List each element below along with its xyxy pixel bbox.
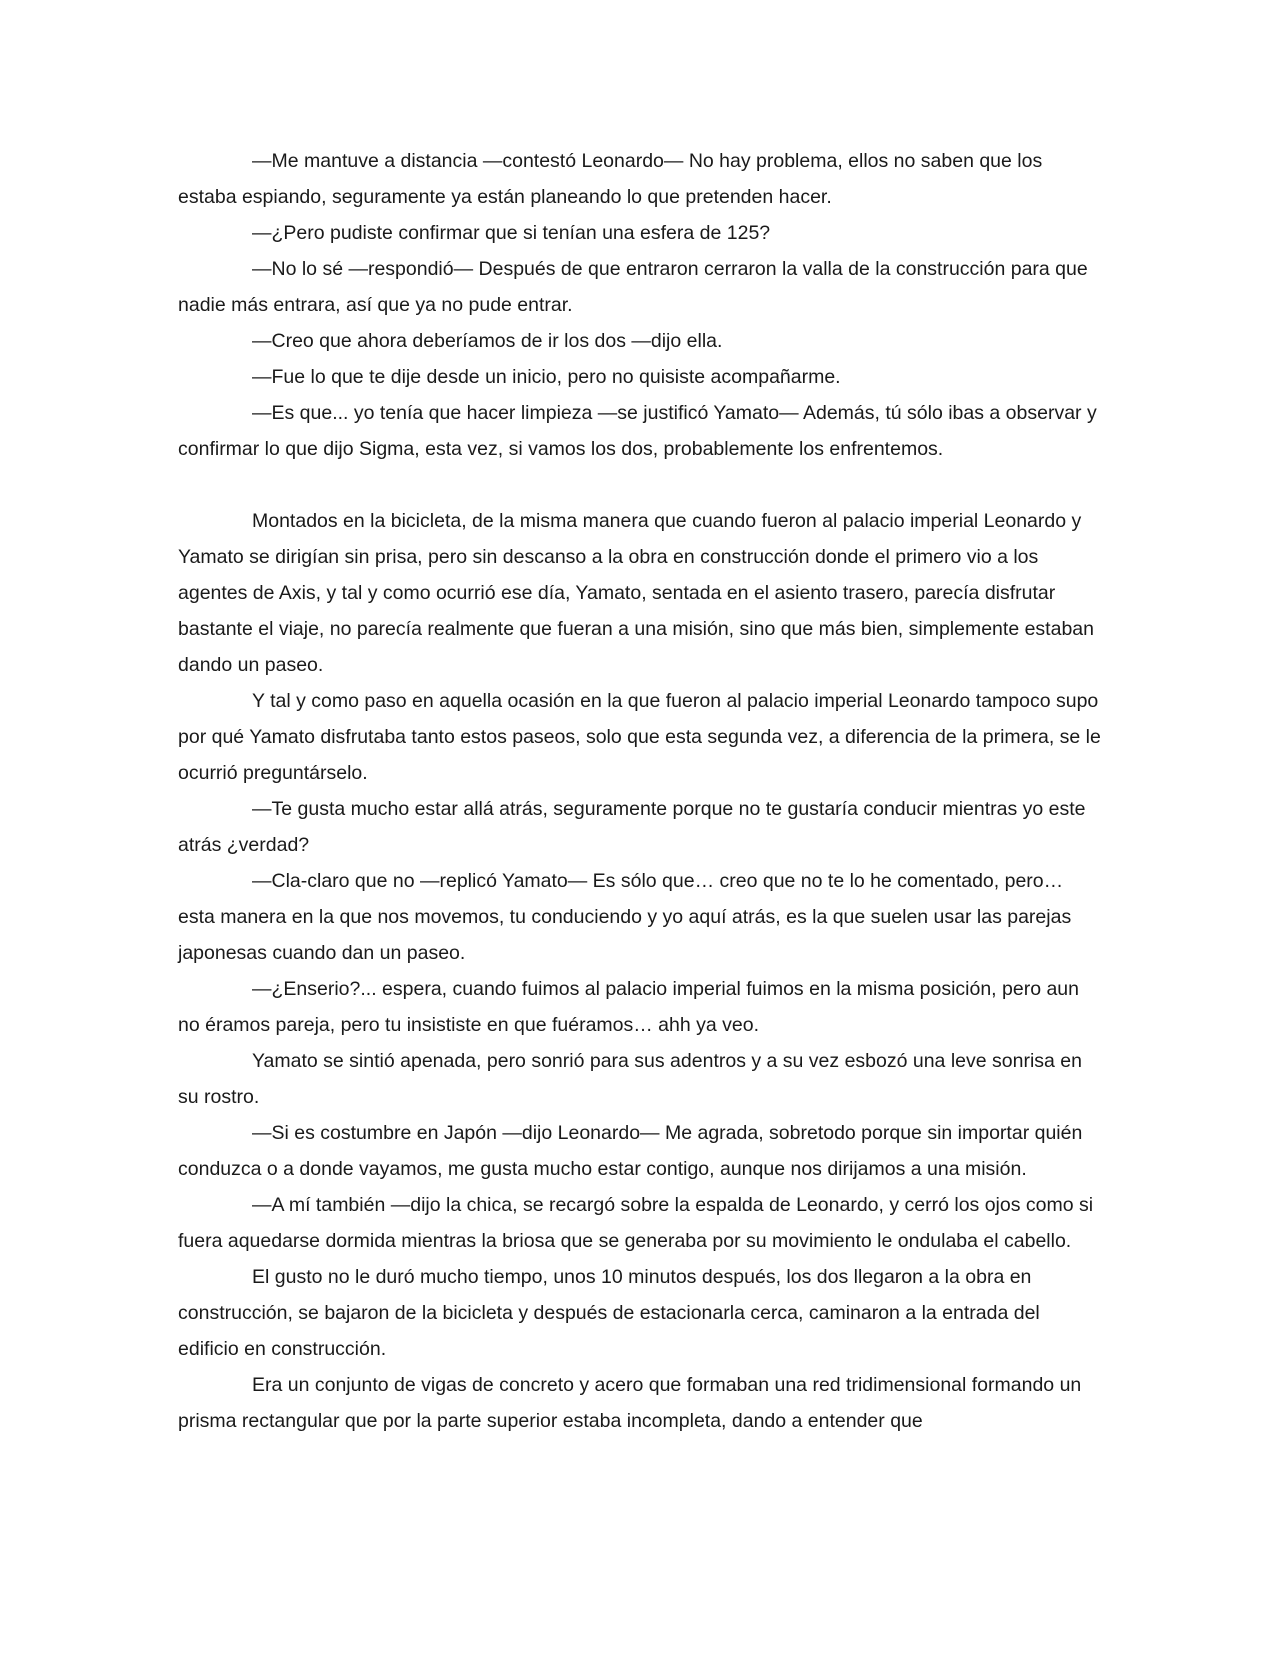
paragraph: ―A mí también ―dijo la chica, se recargó sobre la espalda de Leonardo, y cerró los ojos como si fuera aquedarse dormida mientras la briosa que se generaba por su movimiento le ondulaba el cabello. <box>178 1194 1094 1252</box>
paragraph: ―Me mantuve a distancia ―contestó Leonardo― No hay problema, ellos no saben que los estaba espiando, seguramente ya están planeando lo que pretenden hacer. <box>178 150 1043 208</box>
paragraph: ―¿Pero pudiste confirmar que si tenían una esfera de 125? <box>252 222 771 244</box>
paragraph: Yamato se sintió apenada, pero sonrió para sus adentros y a su vez esbozó una leve sonrisa en su rostro. <box>178 1050 1082 1108</box>
paragraph: El gusto no le duró mucho tiempo, unos 10 minutos después, los dos llegaron a la obra en construcción, se bajaron de la bicicleta y después de estacionarla cerca, caminaron a la entrada del edificio en construcción. <box>178 1266 1040 1360</box>
section-break <box>178 467 1102 503</box>
paragraph: Y tal y como paso en aquella ocasión en la que fueron al palacio imperial Leonardo tampoco supo por qué Yamato disfrutaba tanto estos paseos, solo que esta segunda vez, a diferencia de la primera, se le ocurrió preguntárselo. <box>178 690 1101 784</box>
paragraph: Montados en la bicicleta, de la misma manera que cuando fueron al palacio imperial Leonardo y Yamato se dirigían sin prisa, pero sin descanso a la obra en construcción donde el primero vio a los agentes de Axis, y tal y como ocurrió ese día, Yamato, sentada en el asiento trasero, parecía disfrutar bastante el viaje, no parecía realmente que fueran a una misión, sino que más bien, simplemente estaban dando un paseo. <box>178 510 1094 676</box>
paragraph: ―Cla-claro que no ―replicó Yamato― Es sólo que… creo que no te lo he comentado, pero… esta manera en la que nos movemos, tu conduciendo y yo aquí atrás, es la que suelen usar las parejas japonesas cuando dan un paseo. <box>178 870 1072 964</box>
paragraph: ―Es que... yo tenía que hacer limpieza ―se justificó Yamato― Además, tú sólo ibas a observar y confirmar lo que dijo Sigma, esta vez, si vamos los dos, probablemente los enfrentemos. <box>178 402 1097 460</box>
paragraph: ―Creo que ahora deberíamos de ir los dos ―dijo ella. <box>252 330 723 352</box>
paragraph: ―Fue lo que te dije desde un inicio, pero no quisiste acompañarme. <box>252 366 841 388</box>
document-body <box>178 143 1102 1439</box>
paragraph: ―No lo sé ―respondió― Después de que entraron cerraron la valla de la construcción para que nadie más entrara, así que ya no pude entrar. <box>178 258 1088 316</box>
paragraph: ―Si es costumbre en Japón ―dijo Leonardo― Me agrada, sobretodo porque sin importar quién conduzca o a donde vayamos, me gusta mucho estar contigo, aunque nos dirijamos a una misión. <box>178 1122 1083 1180</box>
paragraph: ―Te gusta mucho estar allá atrás, seguramente porque no te gustaría conducir mientras yo este atrás ¿verdad? <box>178 798 1086 856</box>
paragraph: Era un conjunto de vigas de concreto y acero que formaban una red tridimensional formando un prisma rectangular que por la parte superior estaba incompleta, dando a entender que <box>178 1374 1082 1432</box>
paragraph: ―¿Enserio?... espera, cuando fuimos al palacio imperial fuimos en la misma posición, pero aun no éramos pareja, pero tu insististe en que fuéramos… ahh ya veo. <box>178 978 1079 1036</box>
